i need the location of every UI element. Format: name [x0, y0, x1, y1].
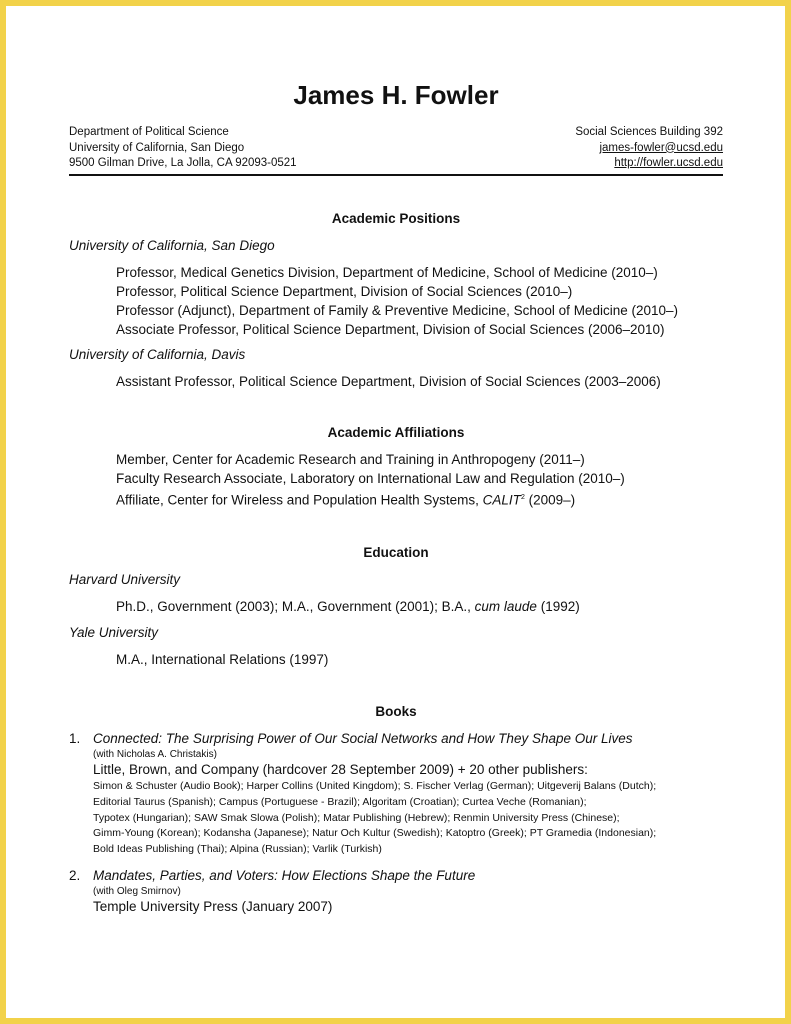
- harvard-degrees-list: [69, 597, 723, 616]
- publisher-line: Simon & Schuster (Audio Book); Harper Collins (United Kingdom); S. Fischer Verlag (German); Uitgeverij Balans (Dutch);: [93, 780, 657, 792]
- ucdavis-positions-list: [69, 372, 723, 391]
- affiliation-text: Affiliate, Center for Wireless and Population Health Systems,: [116, 492, 483, 507]
- email-link[interactable]: james-fowler@ucsd.edu: [599, 141, 723, 154]
- list-item: Professor, Medical Genetics Division, Department of Medicine, School of Medicine (2010–): [116, 264, 658, 280]
- book-number: 1.: [69, 731, 81, 746]
- list-item: M.A., International Relations (1997): [116, 652, 329, 667]
- section-title-books: Books: [375, 704, 417, 719]
- institution-ucdavis: University of California, Davis: [69, 346, 246, 362]
- list-item: Associate Professor, Political Science Department, Division of Social Sciences (2006–2010): [116, 321, 665, 337]
- book-coauthor: (with Oleg Smirnov): [93, 885, 181, 897]
- institution-ucsd: University of California, San Diego: [69, 237, 275, 253]
- degree-year: (1992): [536, 599, 580, 614]
- address-street: 9500 Gilman Drive, La Jolla, CA 92093-0521: [69, 157, 297, 169]
- page-title: James H. Fowler: [293, 80, 499, 110]
- list-item: Faculty Research Associate, Laboratory on International Law and Regulation (2010–): [116, 470, 625, 486]
- address-department: Department of Political Science: [69, 126, 229, 138]
- address-university: University of California, San Diego: [69, 141, 245, 154]
- cv-document: [69, 78, 723, 916]
- honors-text: cum laude: [474, 599, 537, 614]
- affiliation-years: (2009–): [524, 492, 576, 507]
- section-title-academic-positions: Academic Positions: [331, 210, 461, 226]
- book-number: 2.: [69, 867, 81, 883]
- publisher-line: Bold Ideas Publishing (Thai); Alpina (Russian); Varlik (Turkish): [93, 843, 382, 856]
- list-item: Member, Center for Academic Research and Training in Anthropogeny (2011–): [116, 451, 585, 467]
- book-publisher: Temple University Press (January 2007): [93, 898, 333, 914]
- section-title-education: Education: [363, 545, 429, 560]
- book-title: Connected: The Surprising Power of Our Social Networks and How They Shape Our Lives: [93, 731, 633, 746]
- book-item: [69, 867, 723, 916]
- list-item: [116, 488, 723, 510]
- book-publisher: Little, Brown, and Company (hardcover 28 September 2009) + 20 other publishers:: [93, 762, 588, 777]
- contact-details: [575, 125, 723, 172]
- affiliations-list: [69, 450, 723, 510]
- publisher-line: Typotex (Hungarian); SAW Smak Slowa (Polish); Matar Publishing (Hebrew); Renmin University Press (Chinese);: [93, 811, 620, 824]
- book-title: Mandates, Parties, and Voters: How Elections Shape the Future: [93, 867, 476, 883]
- office-building: Social Sciences Building 392: [575, 126, 723, 138]
- book-other-publishers: [93, 779, 723, 858]
- website-link[interactable]: http://fowler.ucsd.edu: [614, 157, 723, 169]
- contact-header: [69, 125, 723, 176]
- list-item: Professor, Political Science Department, Division of Social Sciences (2010–): [116, 283, 573, 299]
- degree-text: Ph.D., Government (2003); M.A., Government (2001); B.A.,: [116, 599, 475, 614]
- calit-name: CALIT: [482, 492, 521, 507]
- list-item: [116, 597, 723, 616]
- list-item: Professor (Adjunct), Department of Family & Preventive Medicine, School of Medicine (2010–): [116, 302, 678, 318]
- calit-superscript: 2: [520, 493, 525, 501]
- ucsd-positions-list: [69, 263, 723, 339]
- institution-harvard: Harvard University: [69, 572, 181, 587]
- section-title-academic-affiliations: Academic Affiliations: [327, 424, 465, 440]
- book-item: [69, 730, 723, 858]
- books-list: [69, 730, 723, 916]
- publisher-line: Gimm-Young (Korean); Kodansha (Japanese); Natur Och Kultur (Swedish); Katoptro (Greek); PT Gramedia (Indonesian);: [93, 827, 657, 840]
- contact-address: [69, 125, 297, 172]
- book-coauthor: (with Nicholas A. Christakis): [93, 749, 217, 760]
- institution-yale: Yale University: [69, 625, 159, 640]
- yale-degrees-list: [69, 650, 723, 669]
- publisher-line: Editorial Taurus (Spanish); Campus (Portuguese - Brazil); Algoritam (Croatian); Curtea Veche (Romanian);: [93, 795, 587, 808]
- list-item: Assistant Professor, Political Science Department, Division of Social Sciences (2003–2006): [116, 373, 661, 389]
